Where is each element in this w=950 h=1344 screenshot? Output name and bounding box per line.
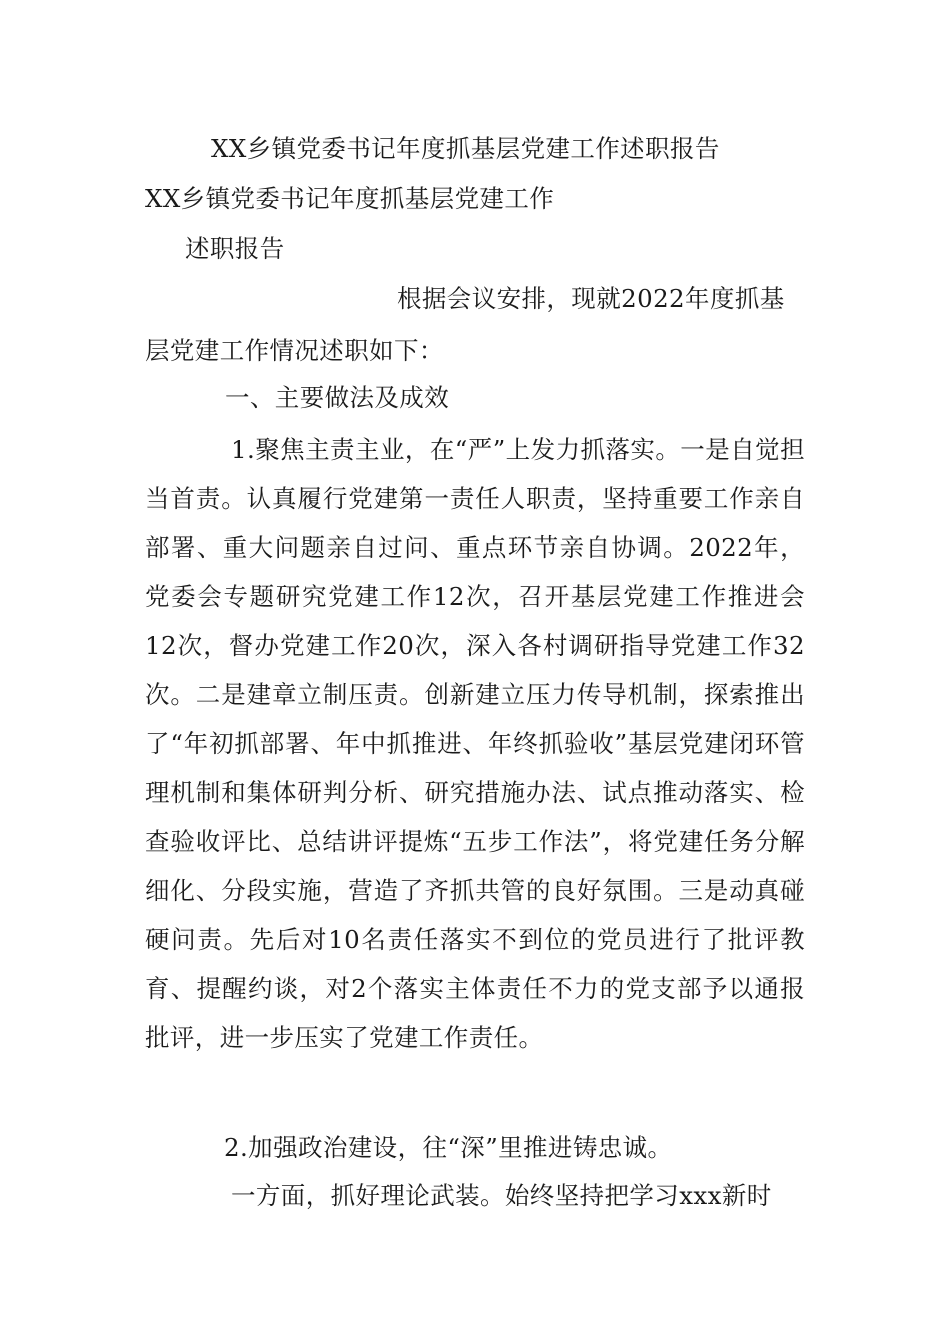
document-subtitle-line1: XX乡镇党委书记年度抓基层党建工作 <box>145 184 555 213</box>
intro-line1: 根据会议安排，现就2022年度抓基 <box>397 284 785 313</box>
section-heading-1: 一、主要做法及成效 <box>225 383 450 412</box>
paragraph-1: 1.聚焦主责主业，在“严”上发力抓落实。一是自觉担当首责。认真履行党建第一责任人职责，坚持重要工作亲自部署、重大问题亲自过问、重点环节亲自协调。2022年，党委会专题研究党建工作12次，召开基层党建工作推进会12次，督办党建工作20次，深入各村调研指导党建工作32次。二是建章立制压责。创新建立压力传导机制，探索推出了“年初抓部署、年中抓推进、年终抓验收”基层党建闭环管理机制和集体研判分析、研究措施办法、试点推动落实、检查验收评比、总结讲评提炼“五步工作法”，将党建任务分解细化、分段实施，营造了齐抓共管的良好氛围。三是动真碰硬问责。先后对10名责任落实不到位的党员进行了批评教育、提醒约谈，对2个落实主体责任不力的党支部予以通报批评，进一步压实了党建工作责任。 <box>145 435 805 1052</box>
paragraph-3: 一方面，抓好理论武装。始终坚持把学习xxx新时 <box>231 1181 772 1210</box>
subheading-2: 2.加强政治建设，往“深”里推进铸忠诚。 <box>224 1133 673 1162</box>
intro-line2: 层党建工作情况述职如下： <box>145 336 444 365</box>
document-title: XX乡镇党委书记年度抓基层党建工作述职报告 <box>211 134 720 163</box>
document-subtitle-line2: 述职报告 <box>185 234 285 263</box>
